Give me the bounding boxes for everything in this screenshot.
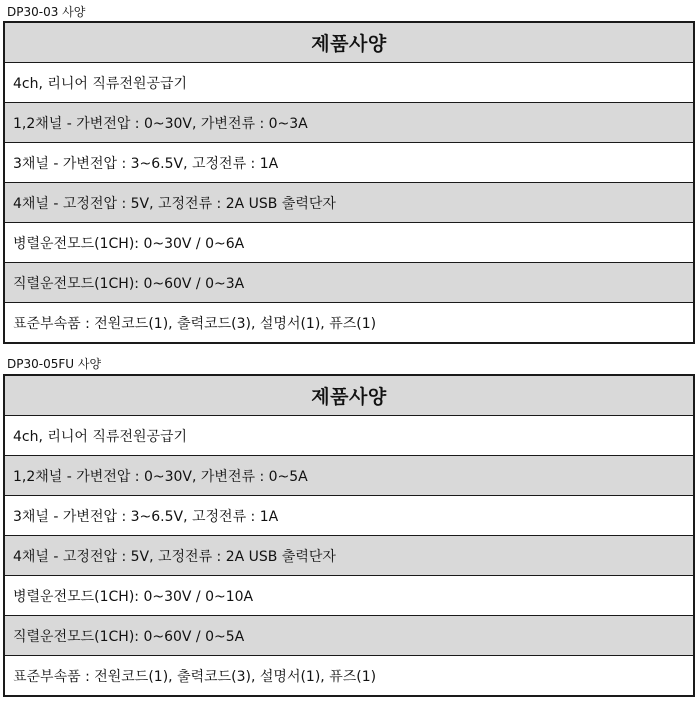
spec-row-channel-count: 4ch, 리니어 직류전원공급기 xyxy=(5,63,693,103)
section-label: DP30-05FU 사양 xyxy=(7,357,102,371)
spec-table xyxy=(3,21,695,344)
spec-row-channel-1-2: 1,2채널 - 가변전압 : 0~30V, 가변전류 : 0~3A xyxy=(5,103,693,143)
spec-row-channel-3: 3채널 - 가변전압 : 3~6.5V, 고정전류 : 1A xyxy=(5,143,693,183)
spec-table xyxy=(3,374,695,697)
spec-row-channel-count: 4ch, 리니어 직류전원공급기 xyxy=(5,416,693,456)
spec-row-series-mode: 직렬운전모드(1CH): 0~60V / 0~3A xyxy=(5,263,693,303)
spec-row-channel-4: 4채널 - 고정전압 : 5V, 고정전류 : 2A USB 출력단자 xyxy=(5,183,693,223)
spec-table-header: 제품사양 xyxy=(5,23,693,63)
section-label: DP30-03 사양 xyxy=(7,5,86,19)
spec-row-parallel-mode: 병렬운전모드(1CH): 0~30V / 0~10A xyxy=(5,576,693,616)
spec-row-series-mode: 직렬운전모드(1CH): 0~60V / 0~5A xyxy=(5,616,693,656)
spec-table-header: 제품사양 xyxy=(5,376,693,416)
spec-row-parallel-mode: 병렬운전모드(1CH): 0~30V / 0~6A xyxy=(5,223,693,263)
spec-row-accessories: 표준부속품 : 전원코드(1), 출력코드(3), 설명서(1), 퓨즈(1) xyxy=(5,303,693,342)
spec-row-accessories: 표준부속품 : 전원코드(1), 출력코드(3), 설명서(1), 퓨즈(1) xyxy=(5,656,693,695)
spec-row-channel-4: 4채널 - 고정전압 : 5V, 고정전류 : 2A USB 출력단자 xyxy=(5,536,693,576)
spec-row-channel-1-2: 1,2채널 - 가변전압 : 0~30V, 가변전류 : 0~5A xyxy=(5,456,693,496)
spec-row-channel-3: 3채널 - 가변전압 : 3~6.5V, 고정전류 : 1A xyxy=(5,496,693,536)
